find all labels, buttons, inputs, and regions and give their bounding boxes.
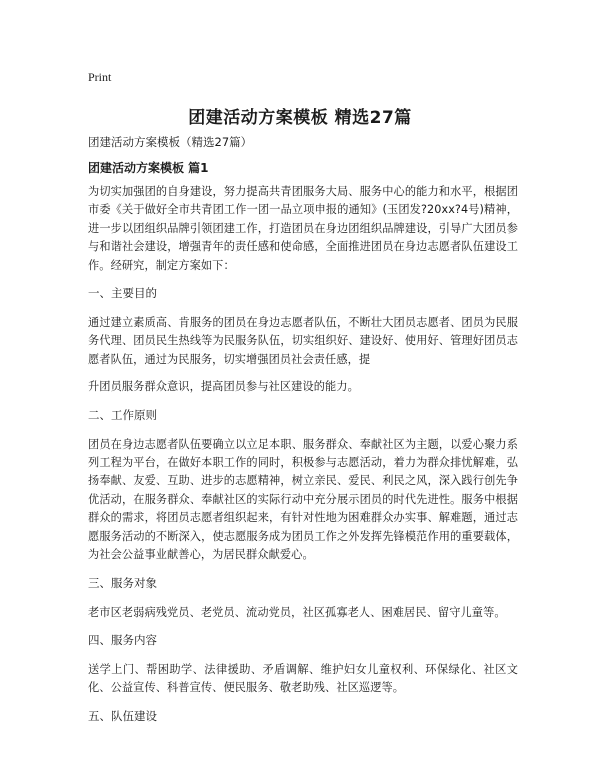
paragraph-service-targets: 老市区老弱病残党员、老党员、流动党员，社区孤寡老人、困难居民、留守儿童等。	[88, 605, 506, 619]
paragraph-service-content: 送学上门、帮困助学、法律援助、矛盾调解、维护妇女儿童权利、环保绿化、社区文化、公益宣传、科普宣传、便民服务、敬老助残、社区巡逻等。	[88, 662, 518, 695]
document-subtitle: 团建活动方案模板（精选27篇）	[88, 135, 253, 149]
paragraph-work-principles: 团员在身边志愿者队伍要确立以立足本职、服务群众、奉献社区为主题，以爱心聚力系列工程为平台，在做好本职工作的同时，积极参与志愿活动，着力为群众排忧解难，弘扬奉献、友爱、互助、进步的志愿精神，树立亲民、爱民、利民之风，深入践行创先争优活动，在服务群众、奉献社区的实际行动中充分展示团员的时代先进性。服务中根据群众的需求，将团员志愿者组织起来，有针对性地为困难群众办实事、解难题，通过志愿服务活动的不断深入，使志愿服务成为团员工作之外发挥先锋模范作用的重要载体，为社会公益事业献善心，为居民群众献爱心。	[88, 437, 518, 562]
heading-service-content: 四、服务内容	[88, 632, 157, 647]
heading-service-targets: 三、服务对象	[88, 575, 157, 590]
heading-work-principles: 二、工作原则	[88, 407, 157, 422]
heading-main-purpose: 一、主要目的	[88, 286, 157, 301]
heading-team-building: 五、队伍建设	[88, 708, 157, 723]
paragraph-main-purpose: 通过建立素质高、肯服务的团员在身边志愿者队伍，不断壮大团员志愿者、团员为民服务代理、团员民生热线等为民服务队伍，切实组织好、建设好、使用好、管理好团员志愿者队伍，通过为民服务，切实增强团员社会责任感，提	[88, 316, 518, 366]
document-body	[88, 133, 518, 737]
paragraph-main-purpose-continued: 升团员服务群众意识，提高团员参与社区建设的能力。	[88, 380, 359, 394]
intro-paragraph: 为切实加强团的自身建设，努力提高共青团服务大局、服务中心的能力和水平，根据团市委《关于做好全市共青团工作一团一品立项申报的通知》(玉团发?20xx?4号)精神，进一步以团组织品牌引领团建工作，打造团员在身边团组织品牌建设，引导广大团员参与和谐社会建设，增强青年的责任感和使命感，全面推进团员在身边志愿者队伍建设工作。经研究，制定方案如下：	[88, 185, 518, 272]
section-title: 团建活动方案模板 篇1	[88, 161, 209, 175]
page-title: 团建活动方案模板 精选27篇	[188, 108, 412, 128]
print-link[interactable]: Print	[88, 70, 112, 84]
